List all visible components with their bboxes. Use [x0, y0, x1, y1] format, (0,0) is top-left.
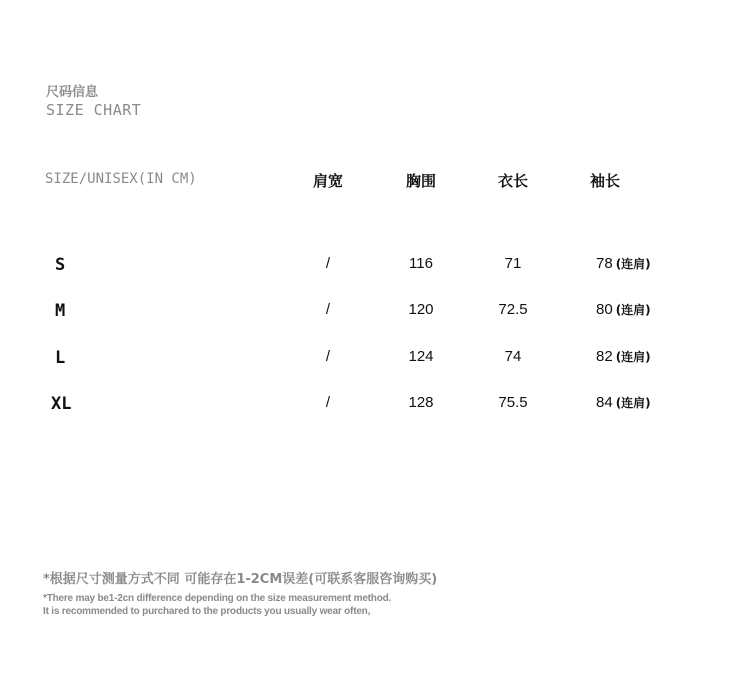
footer-note-en-2: It is recommended to purchared to the products you usually wear often,	[43, 606, 371, 617]
table-row	[0, 255, 750, 279]
sleeve-note: (连肩)	[615, 303, 651, 317]
size-label: XL	[51, 394, 72, 414]
shoulder-value: /	[325, 301, 331, 318]
sleeve-cell	[596, 255, 651, 272]
shoulder-value: /	[325, 255, 331, 272]
sleeve-note: (连肩)	[615, 350, 651, 364]
sleeve-cell	[596, 394, 651, 411]
sleeve-cell	[596, 348, 651, 365]
col-header-chest: 胸围	[405, 172, 437, 190]
shoulder-value: /	[325, 394, 331, 411]
chest-value: 120	[408, 301, 434, 318]
sleeve-note: (连肩)	[615, 396, 651, 410]
footer-note-cn: *根据尺寸测量方式不同 可能存在1-2CM误差(可联系客服咨询购买)	[43, 572, 438, 587]
col-header-sleeve: 袖长	[589, 172, 621, 190]
col-header-shoulder: 肩宽	[312, 172, 344, 190]
sleeve-value: 82	[596, 348, 613, 365]
sleeve-note: (连肩)	[615, 257, 651, 271]
size-label: L	[55, 348, 66, 368]
title-en: SIZE CHART	[46, 101, 142, 119]
table-row	[0, 301, 750, 325]
size-label: S	[55, 255, 66, 275]
chest-value: 124	[408, 348, 434, 365]
table-row	[0, 394, 750, 418]
length-value: 72.5	[498, 301, 528, 318]
size-label: M	[55, 301, 66, 321]
shoulder-value: /	[325, 348, 331, 365]
length-value: 75.5	[498, 394, 528, 411]
chest-value: 128	[408, 394, 434, 411]
sleeve-value: 84	[596, 394, 613, 411]
footer-note-en-1: *There may be1-2cn difference depending on the size measurement method.	[43, 593, 392, 604]
sleeve-value: 80	[596, 301, 613, 318]
length-value: 71	[504, 255, 522, 272]
title-cn: 尺码信息	[46, 85, 99, 100]
sleeve-cell	[596, 301, 651, 318]
chest-value: 116	[409, 255, 433, 272]
sleeve-value: 78	[596, 255, 613, 272]
length-value: 74	[504, 348, 522, 365]
table-row	[0, 348, 750, 372]
col-header-length: 衣长	[497, 172, 529, 190]
table-header-label: SIZE/UNISEX(IN CM)	[45, 171, 197, 187]
